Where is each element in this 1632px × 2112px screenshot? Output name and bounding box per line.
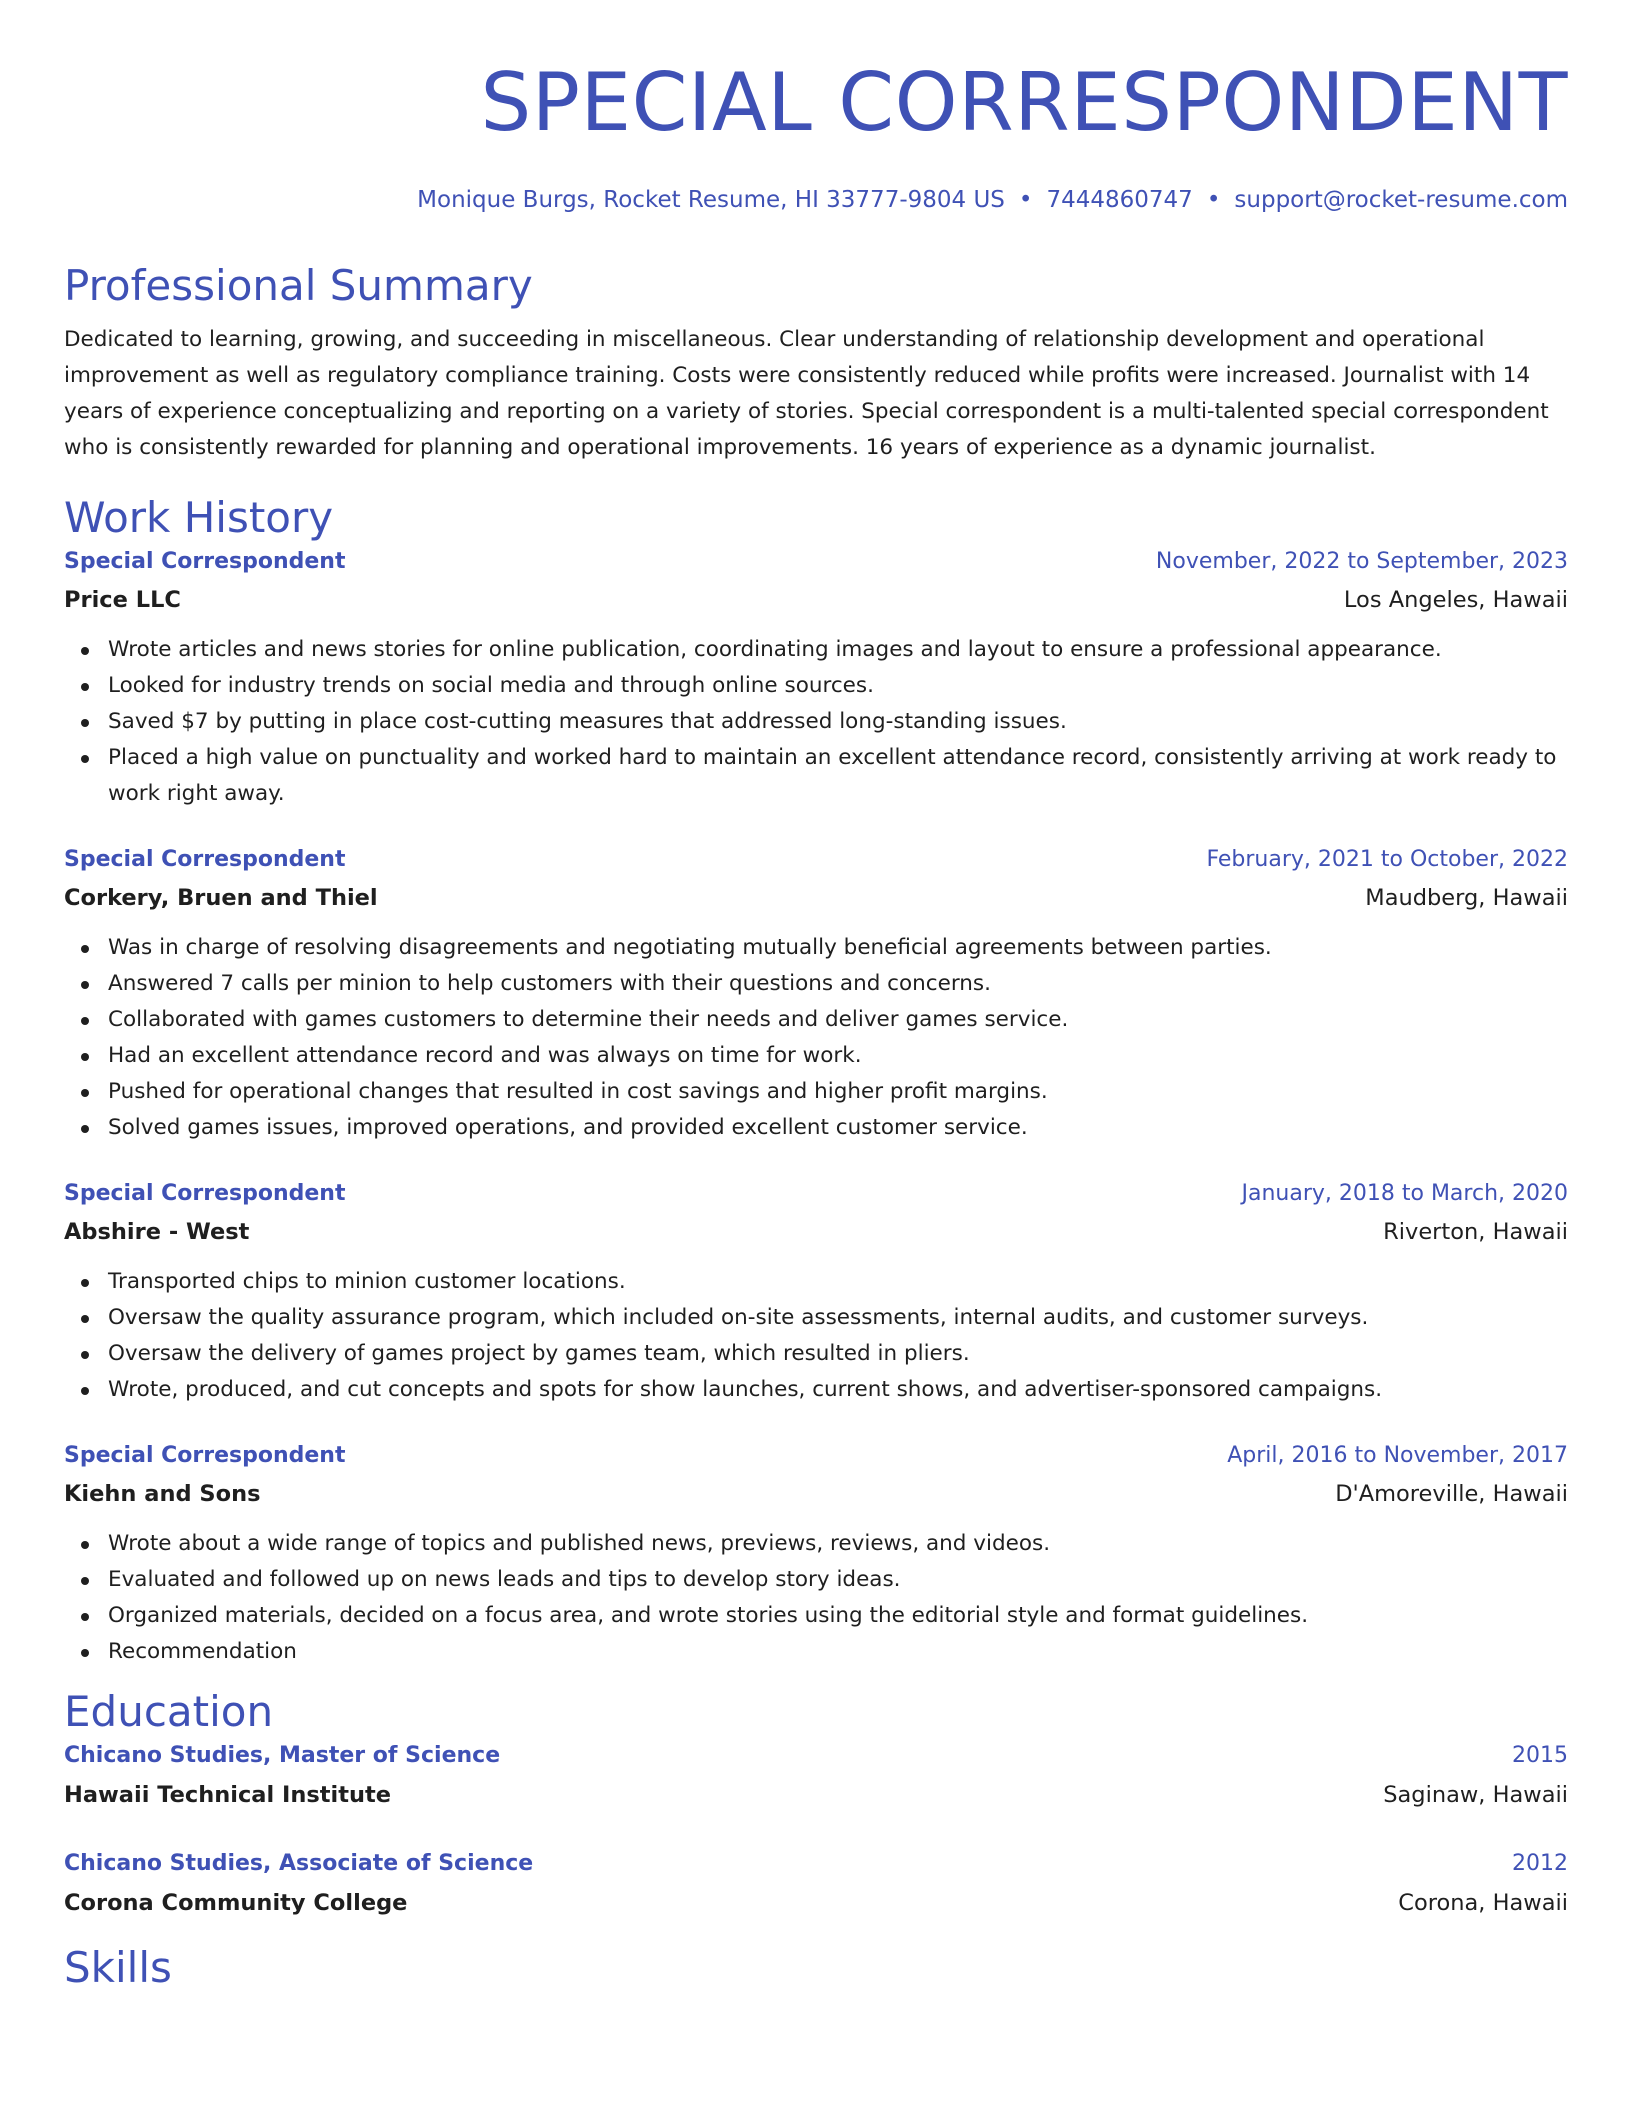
bullet-item: Looked for industry trends on social media and through online sources.	[64, 668, 1568, 704]
summary-heading: Professional Summary	[64, 261, 533, 310]
bullet-item: Answered 7 calls per minion to help customers with their questions and concerns.	[64, 966, 1568, 1002]
education-location: Corona, Hawaii	[1398, 1890, 1568, 1916]
education-location: Saginaw, Hawaii	[1383, 1782, 1568, 1808]
job-title-row	[64, 1438, 1568, 1474]
education-school-row	[64, 1774, 1568, 1816]
candidate-name: SPECIAL CORRESPONDENT	[480, 56, 1568, 149]
job-location: D'Amoreville, Hawaii	[1335, 1481, 1568, 1507]
job-dates: November, 2022 to September, 2023	[1155, 549, 1568, 574]
bullet-item: Solved games issues, improved operations, and provided excellent customer service.	[64, 1110, 1568, 1146]
contact-phone[interactable]: 7444860747	[1046, 187, 1193, 213]
job-dates: April, 2016 to November, 2017	[1227, 1443, 1568, 1468]
job-title: Special Correspondent	[64, 1181, 346, 1206]
job-company-row	[64, 1212, 1568, 1252]
job-title: Special Correspondent	[64, 1443, 346, 1468]
education-school: Hawaii Technical Institute	[64, 1782, 392, 1808]
job-bullets	[64, 930, 1568, 1146]
education-school-row	[64, 1882, 1568, 1924]
job-title: Special Correspondent	[64, 549, 346, 574]
education-degree: Chicano Studies, Master of Science	[64, 1743, 501, 1768]
skills-heading: Skills	[64, 1943, 172, 1992]
bullet-item: Organized materials, decided on a focus area, and wrote stories using the editorial style and format guidelines.	[64, 1598, 1568, 1634]
job-bullets	[64, 632, 1568, 812]
bullet-item: Evaluated and followed up on news leads and tips to develop story ideas.	[64, 1562, 1568, 1598]
job-company: Price LLC	[64, 587, 181, 613]
job-dates: February, 2021 to October, 2022	[1206, 847, 1568, 872]
job-company: Corkery, Bruen and Thiel	[64, 885, 378, 911]
job-entry	[64, 544, 1568, 812]
job-company-row	[64, 878, 1568, 918]
job-location: Riverton, Hawaii	[1383, 1219, 1568, 1245]
bullet-item: Oversaw the delivery of games project by games team, which resulted in pliers.	[64, 1336, 1568, 1372]
education-degree-row	[64, 1846, 1568, 1882]
education-year: 2015	[1512, 1743, 1568, 1768]
job-company-row	[64, 1474, 1568, 1514]
education-year: 2012	[1512, 1851, 1568, 1876]
bullet-item: Pushed for operational changes that resulted in cost savings and higher profit margins.	[64, 1074, 1568, 1110]
job-title-row	[64, 1176, 1568, 1212]
bullet-item: Wrote articles and news stories for online publication, coordinating images and layout to ensure a professional appearance.	[64, 632, 1568, 668]
job-entry	[64, 842, 1568, 1146]
bullet-item: Wrote about a wide range of topics and published news, previews, reviews, and videos.	[64, 1526, 1568, 1562]
bullet-item: Collaborated with games customers to determine their needs and deliver games service.	[64, 1002, 1568, 1038]
contact-separator: •	[1206, 187, 1221, 213]
contact-email[interactable]: support@rocket-resume.com	[1234, 187, 1568, 213]
job-dates: January, 2018 to March, 2020	[1241, 1181, 1568, 1206]
education-list	[64, 1738, 1568, 1924]
contact-line	[64, 185, 1568, 215]
education-entry	[64, 1846, 1568, 1924]
resume-header	[64, 55, 1568, 215]
education-school: Corona Community College	[64, 1890, 408, 1916]
job-entry	[64, 1438, 1568, 1670]
bullet-item: Recommendation	[64, 1634, 1568, 1670]
resume-page	[64, 0, 1568, 2112]
job-location: Maudberg, Hawaii	[1365, 885, 1568, 911]
job-bullets	[64, 1526, 1568, 1670]
education-degree-row	[64, 1738, 1568, 1774]
contact-address: Monique Burgs, Rocket Resume, HI 33777-9804 US	[417, 187, 1005, 213]
bullet-item: Had an excellent attendance record and was always on time for work.	[64, 1038, 1568, 1074]
job-title-row	[64, 842, 1568, 878]
summary-text: Dedicated to learning, growing, and succeeding in miscellaneous. Clear understanding of relationship development and operational improvement as well as regulatory compliance training. Costs were consistently reduced while profits were increased. Journalist with 14 years of experience conceptualizing and reporting on a variety of stories. Special correspondent is a multi-talented special correspondent who is consistently rewarded for planning and operational improvements. 16 years of experience as a dynamic journalist.	[64, 327, 1549, 460]
job-title: Special Correspondent	[64, 847, 346, 872]
job-location: Los Angeles, Hawaii	[1343, 587, 1568, 613]
work-history-heading: Work History	[64, 493, 334, 542]
job-title-row	[64, 544, 1568, 580]
education-degree: Chicano Studies, Associate of Science	[64, 1851, 534, 1876]
job-company-row	[64, 580, 1568, 620]
job-company: Kiehn and Sons	[64, 1481, 261, 1507]
job-company: Abshire - West	[64, 1219, 250, 1245]
bullet-item: Was in charge of resolving disagreements and negotiating mutually beneficial agreements between parties.	[64, 930, 1568, 966]
work-history-list	[64, 544, 1568, 1670]
bullet-item: Placed a high value on punctuality and worked hard to maintain an excellent attendance record, consistently arriving at work ready to work right away.	[64, 740, 1568, 812]
bullet-item: Saved $7 by putting in place cost-cutting measures that addressed long-standing issues.	[64, 704, 1568, 740]
education-heading: Education	[64, 1687, 274, 1736]
job-entry	[64, 1176, 1568, 1408]
education-entry	[64, 1738, 1568, 1816]
bullet-item: Oversaw the quality assurance program, which included on-site assessments, internal audits, and customer surveys.	[64, 1300, 1568, 1336]
bullet-item: Wrote, produced, and cut concepts and spots for show launches, current shows, and advertiser-sponsored campaigns.	[64, 1372, 1568, 1408]
contact-separator: •	[1018, 187, 1033, 213]
bullet-item: Transported chips to minion customer locations.	[64, 1264, 1568, 1300]
job-bullets	[64, 1264, 1568, 1408]
